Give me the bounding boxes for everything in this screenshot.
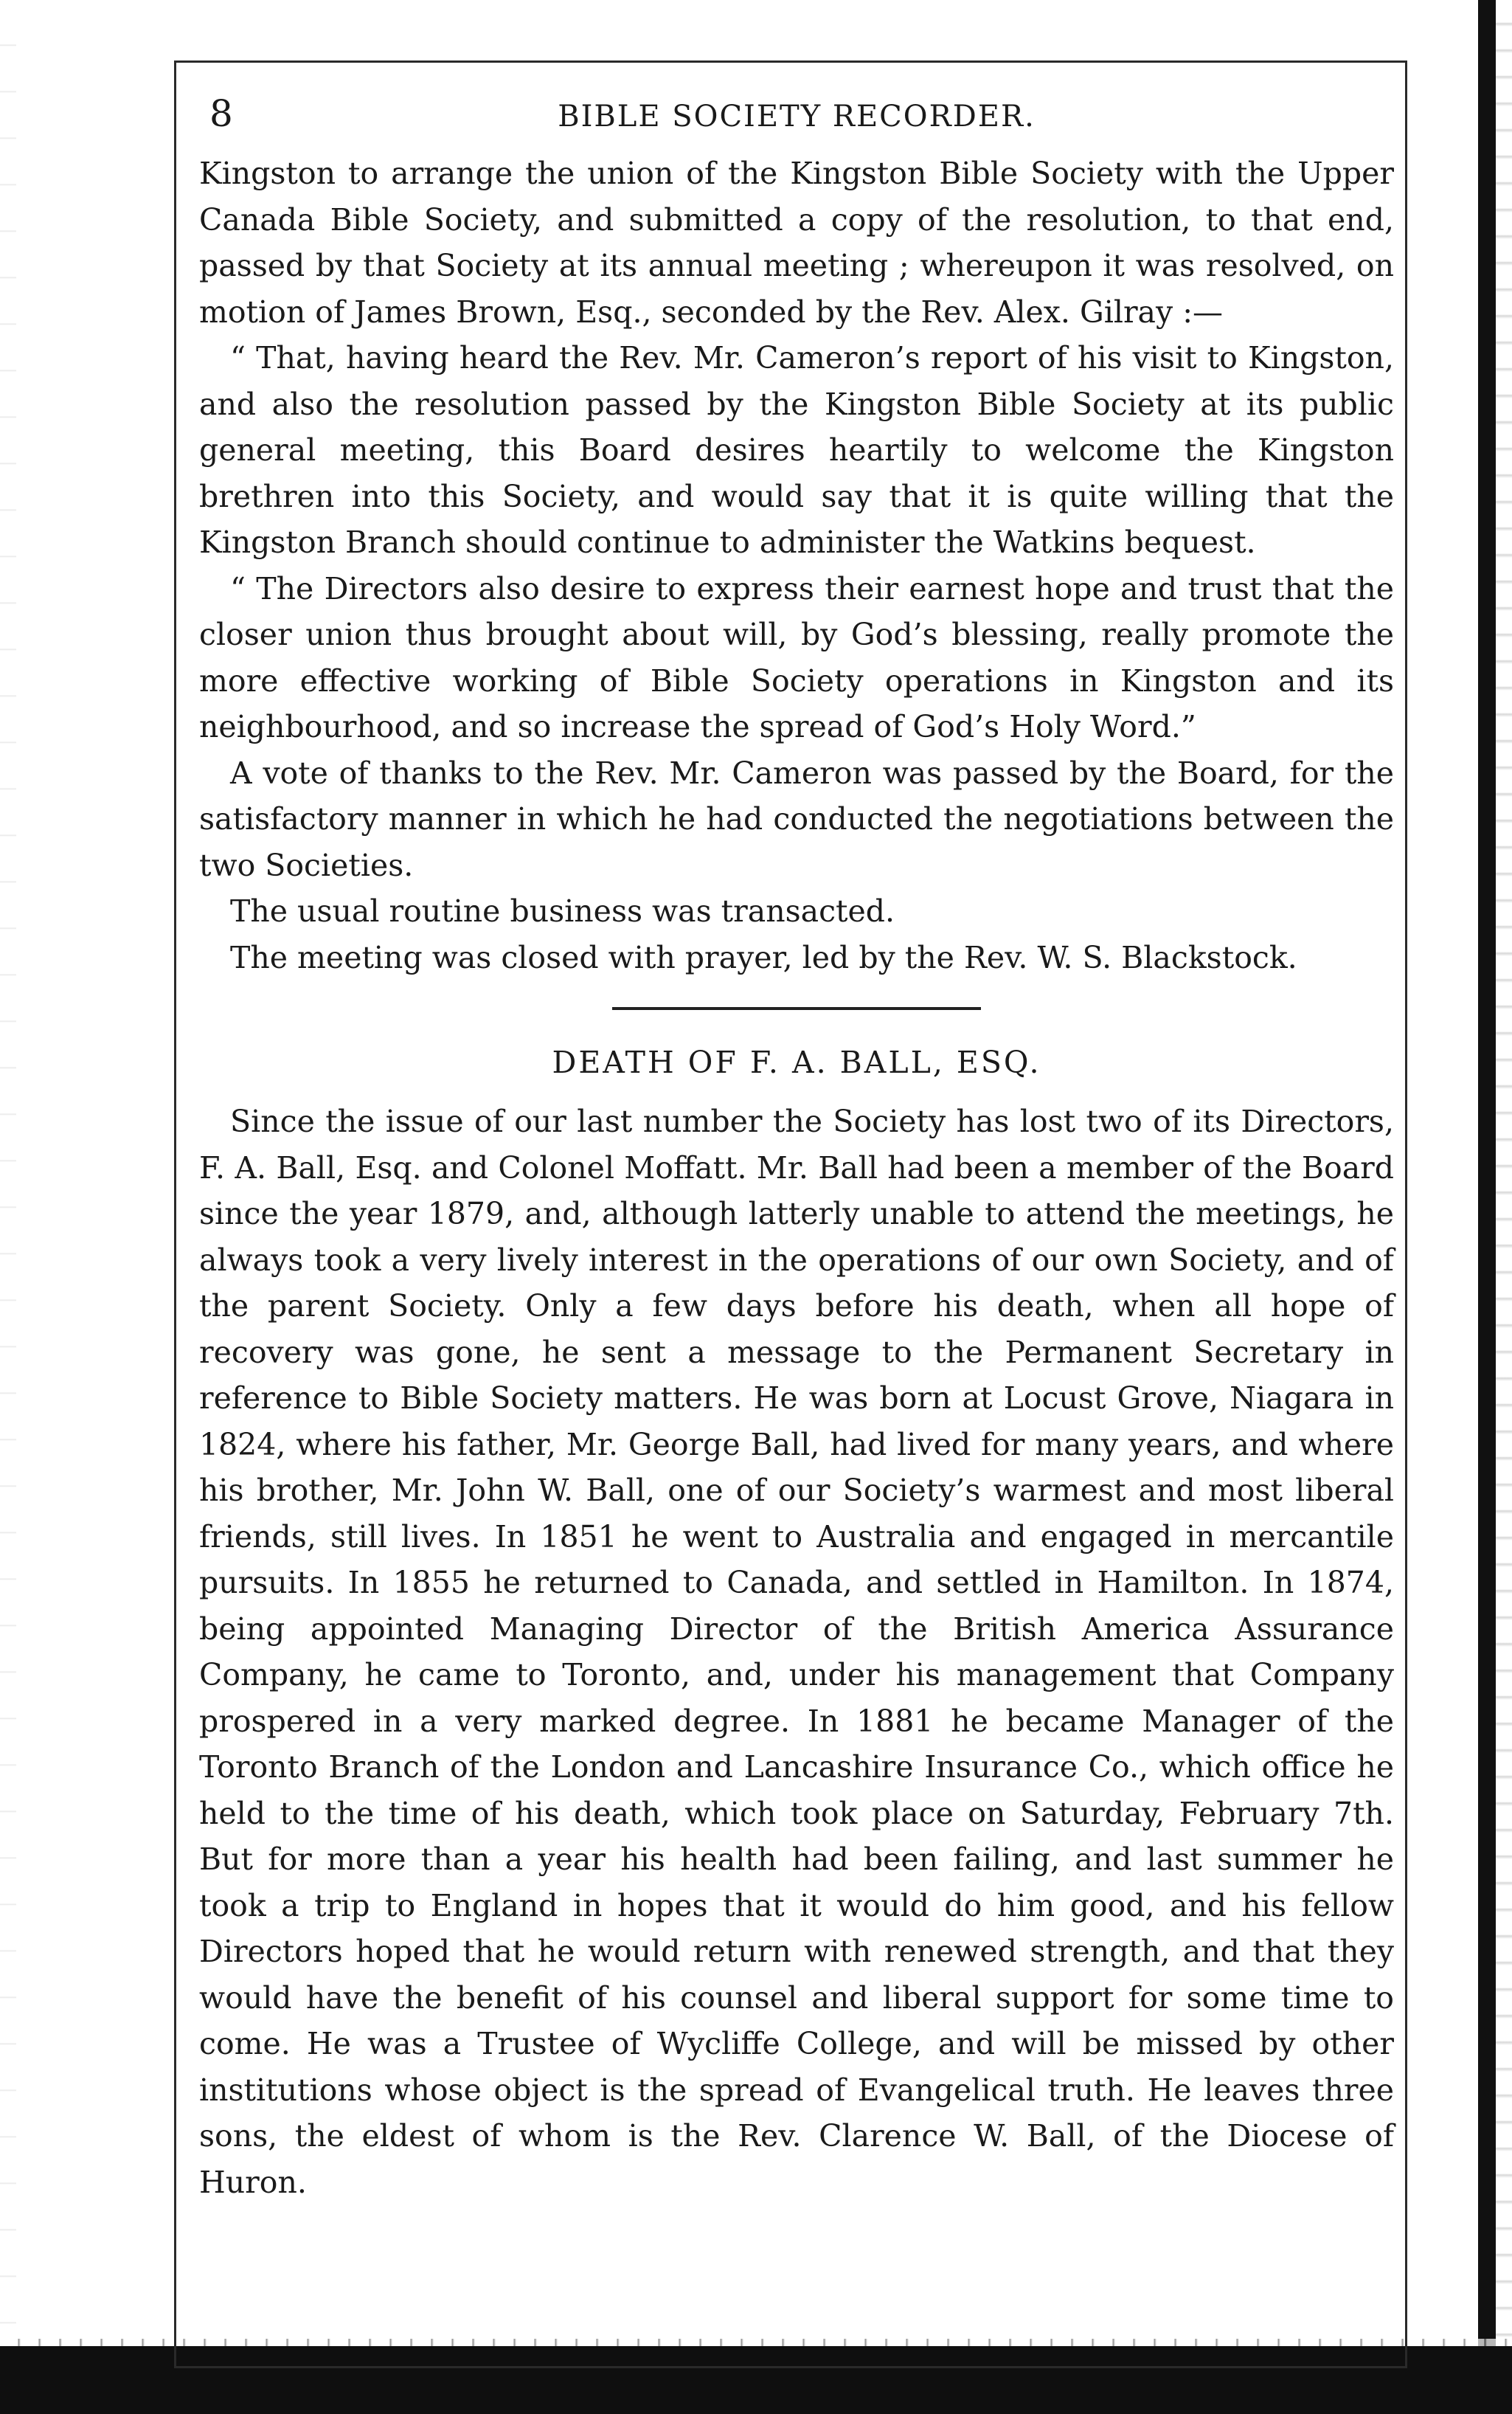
paragraph-meeting-closed: The meeting was closed with prayer, led by the Rev. W. S. Blackstock. xyxy=(230,939,1297,975)
paragraph-routine-business: The usual routine business was transacted. xyxy=(230,893,895,929)
scan-edge-left xyxy=(0,0,16,2414)
paragraph-directors-quote: “ The Directors also desire to express their earnest hope and trust that the closer union thus brought about will, by God’s blessing, really promote the more effective working of Bible Society operations in Kingston and its neighbourhood, and so increase the spread of God’s Holy Word.” xyxy=(199,570,1394,744)
scan-edge-right-speckle xyxy=(1496,0,1512,2414)
paragraph-resolution-quote: “ That, having heard the Rev. Mr. Cameron’s report of his visit to Kingston, and also the resolution passed by the Kingston Bible Society at its public general meeting, this Board desires heartily to welcome the Kingston brethren into this Society, and would say that it is quite willing that the Kingston Branch should continue to administer the Watkins bequest. xyxy=(199,340,1394,560)
section-divider xyxy=(612,1007,981,1010)
paragraph-obituary: Since the issue of our last number the Society has lost two of its Directors, F. A. Ball, Esq. and Colonel Moffatt. Mr. Ball had been a member of the Board since the year 1879, and, although latterly unable to attend the meetings, he always took a very lively interest in the operations of our own Society, and of the parent Society. Only a few days before his death, when all hope of recovery was gone, he sent a message to the Permanent Secretary in reference to Bible Society matters. He was born at Locust Grove, Niagara in 1824, where his father, Mr. George Ball, had lived for many years, and where his brother, Mr. John W. Ball, one of our Society’s warmest and most liberal friends, still lives. In 1851 he went to Australia and engaged in mercantile pursuits. In 1855 he returned to Canada, and settled in Hamilton. In 1874, being appointed Managing Director of the British America Assurance Company, he came to Toronto, and, under his management that Company prospered in a very marked degree. In 1881 he became Manager of the Toronto Branch of the London and Lancashire Insurance Co., which office he held to the time of his death, which took place on Saturday, February 7th. But for more than a year his health had been failing, and last summer he took a trip to England in hopes that it would do him good, and his fellow Directors hoped that he would return with renewed strength, and that they would have the benefit of his counsel and liberal support for some time to come. He was a Trustee of Wycliffe College, and will be missed by other institutions whose object is the spread of Evangelical truth. He leaves three sons, the eldest of whom is the Rev. Clarence W. Ball, of the Diocese of Huron. xyxy=(199,1104,1394,2200)
page-header xyxy=(199,83,1394,151)
running-title: BIBLE SOCIETY RECORDER. xyxy=(558,100,1036,134)
section-heading: DEATH OF F. A. BALL, ESQ. xyxy=(552,1045,1041,1080)
page-number: 8 xyxy=(209,92,233,135)
page-content xyxy=(199,83,1394,2205)
scan-edge-right xyxy=(1478,0,1496,2414)
paragraph-vote-of-thanks: A vote of thanks to the Rev. Mr. Cameron was passed by the Board, for the satisfactory manner in which he had conducted the negotiations between the two Societies. xyxy=(199,755,1394,883)
paragraph-continuation: Kingston to arrange the union of the Kingston Bible Society with the Upper Canada Bible Society, and submitted a copy of the resolution, to that end, passed by that Society at its annual meeting ; whereupon it was resolved, on motion of James Brown, Esq., seconded by the Rev. Alex. Gilray :— xyxy=(199,156,1394,330)
